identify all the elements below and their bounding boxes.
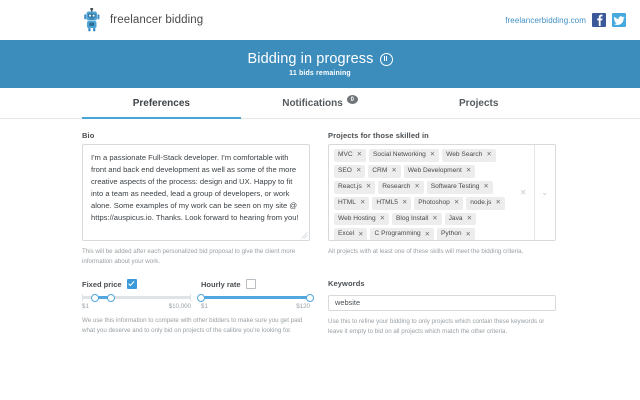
skill-tag-label: C Programming xyxy=(374,230,421,238)
chevron-down-icon[interactable]: ⌄ xyxy=(541,188,549,197)
skills-tag-box[interactable] xyxy=(328,144,556,241)
skill-tag[interactable] xyxy=(392,213,442,226)
keywords-input[interactable] xyxy=(328,295,556,311)
hourly-rate-label: Hourly rate xyxy=(201,279,241,289)
skill-tag[interactable] xyxy=(427,181,493,194)
hourly-rate-handle-min[interactable] xyxy=(197,294,205,302)
bio-helper-text: This will be added after each personalized bid proposal to give the client more information about your work. xyxy=(82,248,296,266)
skill-tag[interactable] xyxy=(334,165,365,178)
hourly-rate-head xyxy=(201,279,310,289)
top-bar-right xyxy=(505,13,626,27)
remove-skill-icon[interactable]: ✕ xyxy=(465,230,471,238)
hourly-rate-fill xyxy=(201,296,310,299)
status-banner xyxy=(0,40,640,88)
track-cap-right xyxy=(190,294,191,301)
remove-skill-icon[interactable]: ✕ xyxy=(356,151,363,159)
tab-bar xyxy=(0,88,640,119)
brand[interactable] xyxy=(82,8,203,32)
remove-skill-icon[interactable]: ✕ xyxy=(424,230,431,238)
skills-label: Projects for those skilled in xyxy=(328,131,429,140)
fixed-price-range-labels xyxy=(82,303,191,310)
remove-skill-icon[interactable]: ✕ xyxy=(359,198,366,206)
fixed-price-checkbox[interactable] xyxy=(127,279,137,289)
hourly-rate-range-labels xyxy=(201,303,310,310)
skill-tag-label: Blog Install xyxy=(396,214,429,222)
clear-skills-icon[interactable]: ✕ xyxy=(519,188,527,197)
tab-projects-label: Projects xyxy=(458,98,499,109)
fixed-price-slider[interactable] xyxy=(82,296,191,299)
pricing-helper-text: We use this information to compete with other bidders to make sure you get paid what you deserve and to only bid on projects of the calibre you're looking for. xyxy=(82,317,303,335)
remove-skill-icon[interactable]: ✕ xyxy=(414,182,420,190)
skill-tag-label: Web Development xyxy=(407,166,462,174)
twitter-icon[interactable] xyxy=(612,13,626,27)
remove-skill-icon[interactable]: ✕ xyxy=(486,151,492,159)
remove-skill-icon[interactable]: ✕ xyxy=(358,230,364,238)
preferences-panel xyxy=(0,119,640,267)
pause-icon[interactable] xyxy=(380,53,393,66)
skill-tag-label: SEO xyxy=(338,166,352,174)
hourly-rate-group xyxy=(201,279,310,310)
skill-tag-label: CRM xyxy=(372,166,388,174)
skill-tag-label: Software Testing xyxy=(430,182,480,190)
keywords-label: Keywords xyxy=(328,279,365,289)
fixed-price-label: Fixed price xyxy=(82,279,122,289)
skill-tag[interactable] xyxy=(466,197,505,210)
skill-tag[interactable] xyxy=(334,228,367,240)
banner-title-row xyxy=(247,51,392,67)
skills-tag-list xyxy=(329,145,513,240)
fixed-price-handle-min[interactable] xyxy=(91,294,99,302)
hourly-rate-handle-max[interactable] xyxy=(306,294,314,302)
remove-skill-icon[interactable]: ✕ xyxy=(453,198,460,206)
top-bar xyxy=(0,0,640,40)
skill-tag-label: Excel xyxy=(338,230,355,238)
skill-tag[interactable] xyxy=(404,165,475,178)
tab-projects[interactable] xyxy=(399,88,558,119)
slider-pair xyxy=(82,279,310,310)
criteria-panel xyxy=(0,267,640,337)
bids-remaining: 11 bids remaining xyxy=(289,70,351,77)
pricing-column xyxy=(82,279,310,337)
keywords-helper-text: Use this to refine your bidding to only projects which contain these keywords or leave it empty to bid on all projects which match the other criteria. xyxy=(328,317,545,335)
skill-tag[interactable] xyxy=(334,197,369,210)
skill-tag[interactable] xyxy=(445,213,476,226)
skill-tag[interactable] xyxy=(414,197,463,210)
skill-tag[interactable] xyxy=(372,197,411,210)
bio-textarea[interactable] xyxy=(82,144,310,241)
skill-tag-label: MVC xyxy=(338,151,353,158)
skill-tag[interactable] xyxy=(369,149,439,162)
skill-tag[interactable] xyxy=(368,165,400,178)
remove-skill-icon[interactable]: ✕ xyxy=(391,167,397,175)
skill-tag-label: HTML5 xyxy=(376,198,398,206)
hourly-rate-min: $1 xyxy=(201,303,208,311)
skill-tag[interactable] xyxy=(437,228,475,240)
remove-skill-icon[interactable]: ✕ xyxy=(495,198,501,206)
robot-mascot-icon xyxy=(82,8,102,32)
skill-tag-label: node.js xyxy=(470,198,492,206)
tab-preferences-label: Preferences xyxy=(132,98,190,109)
fixed-price-head xyxy=(82,279,191,289)
skill-tag-label: Photoshop xyxy=(418,198,450,206)
tab-preferences[interactable] xyxy=(82,88,241,119)
track-cap-left xyxy=(82,294,83,301)
bio-column xyxy=(82,131,310,267)
remove-skill-icon[interactable]: ✕ xyxy=(465,167,472,175)
skill-tag[interactable] xyxy=(334,181,375,194)
skill-tag-label: Social Networking xyxy=(373,151,426,158)
skill-tag-label: HTML xyxy=(338,198,356,206)
fixed-price-handle-max[interactable] xyxy=(107,294,115,302)
skills-tag-actions xyxy=(513,145,555,240)
hourly-rate-checkbox[interactable] xyxy=(246,279,256,289)
brand-name: freelancer bidding xyxy=(110,14,204,26)
keywords-column xyxy=(328,279,556,337)
skill-tag-label: React.js xyxy=(338,182,362,190)
remove-skill-icon[interactable]: ✕ xyxy=(401,198,408,206)
skill-tag-label: Web Hosting xyxy=(338,214,376,222)
skills-column xyxy=(328,131,556,267)
remove-skill-icon[interactable]: ✕ xyxy=(483,182,489,190)
remove-skill-icon[interactable]: ✕ xyxy=(379,214,385,222)
skill-tag[interactable] xyxy=(442,149,496,162)
banner-title: Bidding in progress xyxy=(247,51,374,67)
skill-tag[interactable] xyxy=(378,181,424,194)
fixed-price-max: $10,000 xyxy=(168,303,191,311)
tab-notifications[interactable] xyxy=(241,88,400,119)
skill-tag[interactable] xyxy=(334,149,366,162)
site-link[interactable]: freelancerbidding.com xyxy=(505,15,586,25)
skills-helper-text: All projects with at least one of these skills will meet the bidding criteria. xyxy=(328,248,524,255)
hourly-rate-slider[interactable] xyxy=(201,296,310,299)
skill-tag-label: Java xyxy=(448,214,463,222)
remove-skill-icon[interactable]: ✕ xyxy=(432,214,438,222)
notifications-badge: 0 xyxy=(347,95,358,104)
hourly-rate-max: $120 xyxy=(296,303,310,311)
skill-tag-label: Web Search xyxy=(446,151,483,158)
tab-notifications-label: Notifications xyxy=(282,98,343,109)
remove-skill-icon[interactable]: ✕ xyxy=(365,182,372,190)
facebook-icon[interactable] xyxy=(592,13,606,27)
skill-tag[interactable] xyxy=(334,213,389,226)
skill-tag[interactable] xyxy=(370,228,434,240)
skill-tag-label: Python xyxy=(441,230,462,238)
remove-skill-icon[interactable]: ✕ xyxy=(466,214,472,222)
remove-skill-icon[interactable]: ✕ xyxy=(355,167,362,175)
fixed-price-min: $1 xyxy=(82,303,89,311)
bio-label: Bio xyxy=(82,131,95,140)
skill-tag-label: Research xyxy=(382,182,411,190)
fixed-price-group xyxy=(82,279,191,310)
remove-skill-icon[interactable]: ✕ xyxy=(429,151,436,159)
